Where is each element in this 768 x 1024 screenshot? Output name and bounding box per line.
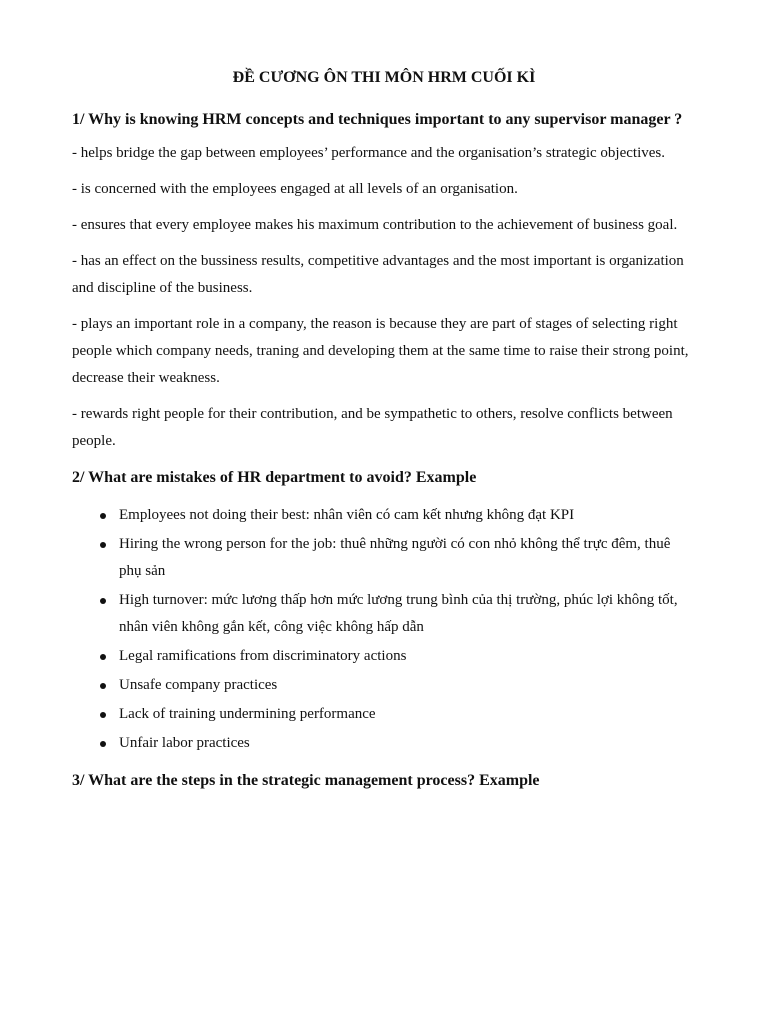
q1-paragraph: - ensures that every employee makes his maximum contribution to the achievement of business goal. (72, 217, 678, 233)
bullet-icon (100, 683, 106, 689)
q1-paragraph: - helps bridge the gap between employees’ performance and the organisation’s strategic objectives. (72, 145, 665, 161)
list-item (72, 643, 696, 670)
list-item-text: Hiring the wrong person for the job: thuê những người có con nhỏ không thể trực đêm, thuê phụ sản (119, 536, 671, 579)
question-2-heading (72, 464, 696, 492)
list-item-text: Unsafe company practices (119, 677, 278, 693)
bullet-icon (100, 741, 106, 747)
list-item (72, 531, 696, 585)
list-item-text: Lack of training undermining performance (119, 706, 376, 722)
q1-paragraph: - rewards right people for their contribution, and be sympathetic to others, resolve conflicts between people. (72, 406, 673, 449)
bullet-icon (100, 712, 106, 718)
question-2-number: 2/ (72, 469, 85, 486)
list-item-text: Legal ramifications from discriminatory actions (119, 648, 407, 664)
list-item (72, 587, 696, 641)
list-item-text: High turnover: mức lương thấp hơn mức lương trung bình của thị trường, phúc lợi không tốt, nhân viên không gắn kết, công việc không hấp dẫn (119, 592, 678, 635)
question-2-text: What are mistakes of HR department to avoid? Example (84, 469, 477, 486)
list-item-text: Unfair labor practices (119, 735, 250, 751)
list-item (72, 502, 696, 529)
list-item (72, 672, 696, 699)
q2-bullet-list (72, 502, 696, 757)
bullet-icon (100, 542, 106, 548)
q1-paragraph: - has an effect on the bussiness results, competitive advantages and the most important is organization and discipline of the business. (72, 253, 684, 296)
question-1-heading: 1/ Why is knowing HRM concepts and techniques important to any supervisor manager ? (72, 111, 683, 128)
bullet-icon (100, 654, 106, 660)
list-item (72, 730, 696, 757)
q1-paragraph: - plays an important role in a company, the reason is because they are part of stages of selecting right people which company needs, traning and developing them at the same time to raise their strong point, decrease their weakness. (72, 316, 689, 386)
bullet-icon (100, 598, 106, 604)
q1-paragraph: - is concerned with the employees engaged at all levels of an organisation. (72, 181, 518, 197)
list-item (72, 701, 696, 728)
bullet-icon (100, 513, 106, 519)
list-item-text: Employees not doing their best: nhân viên có cam kết nhưng không đạt KPI (119, 507, 575, 523)
question-3-heading: 3/ What are the steps in the strategic management process? Example (72, 772, 540, 789)
document-title: ĐỀ CƯƠNG ÔN THI MÔN HRM CUỐI KÌ (232, 69, 536, 86)
